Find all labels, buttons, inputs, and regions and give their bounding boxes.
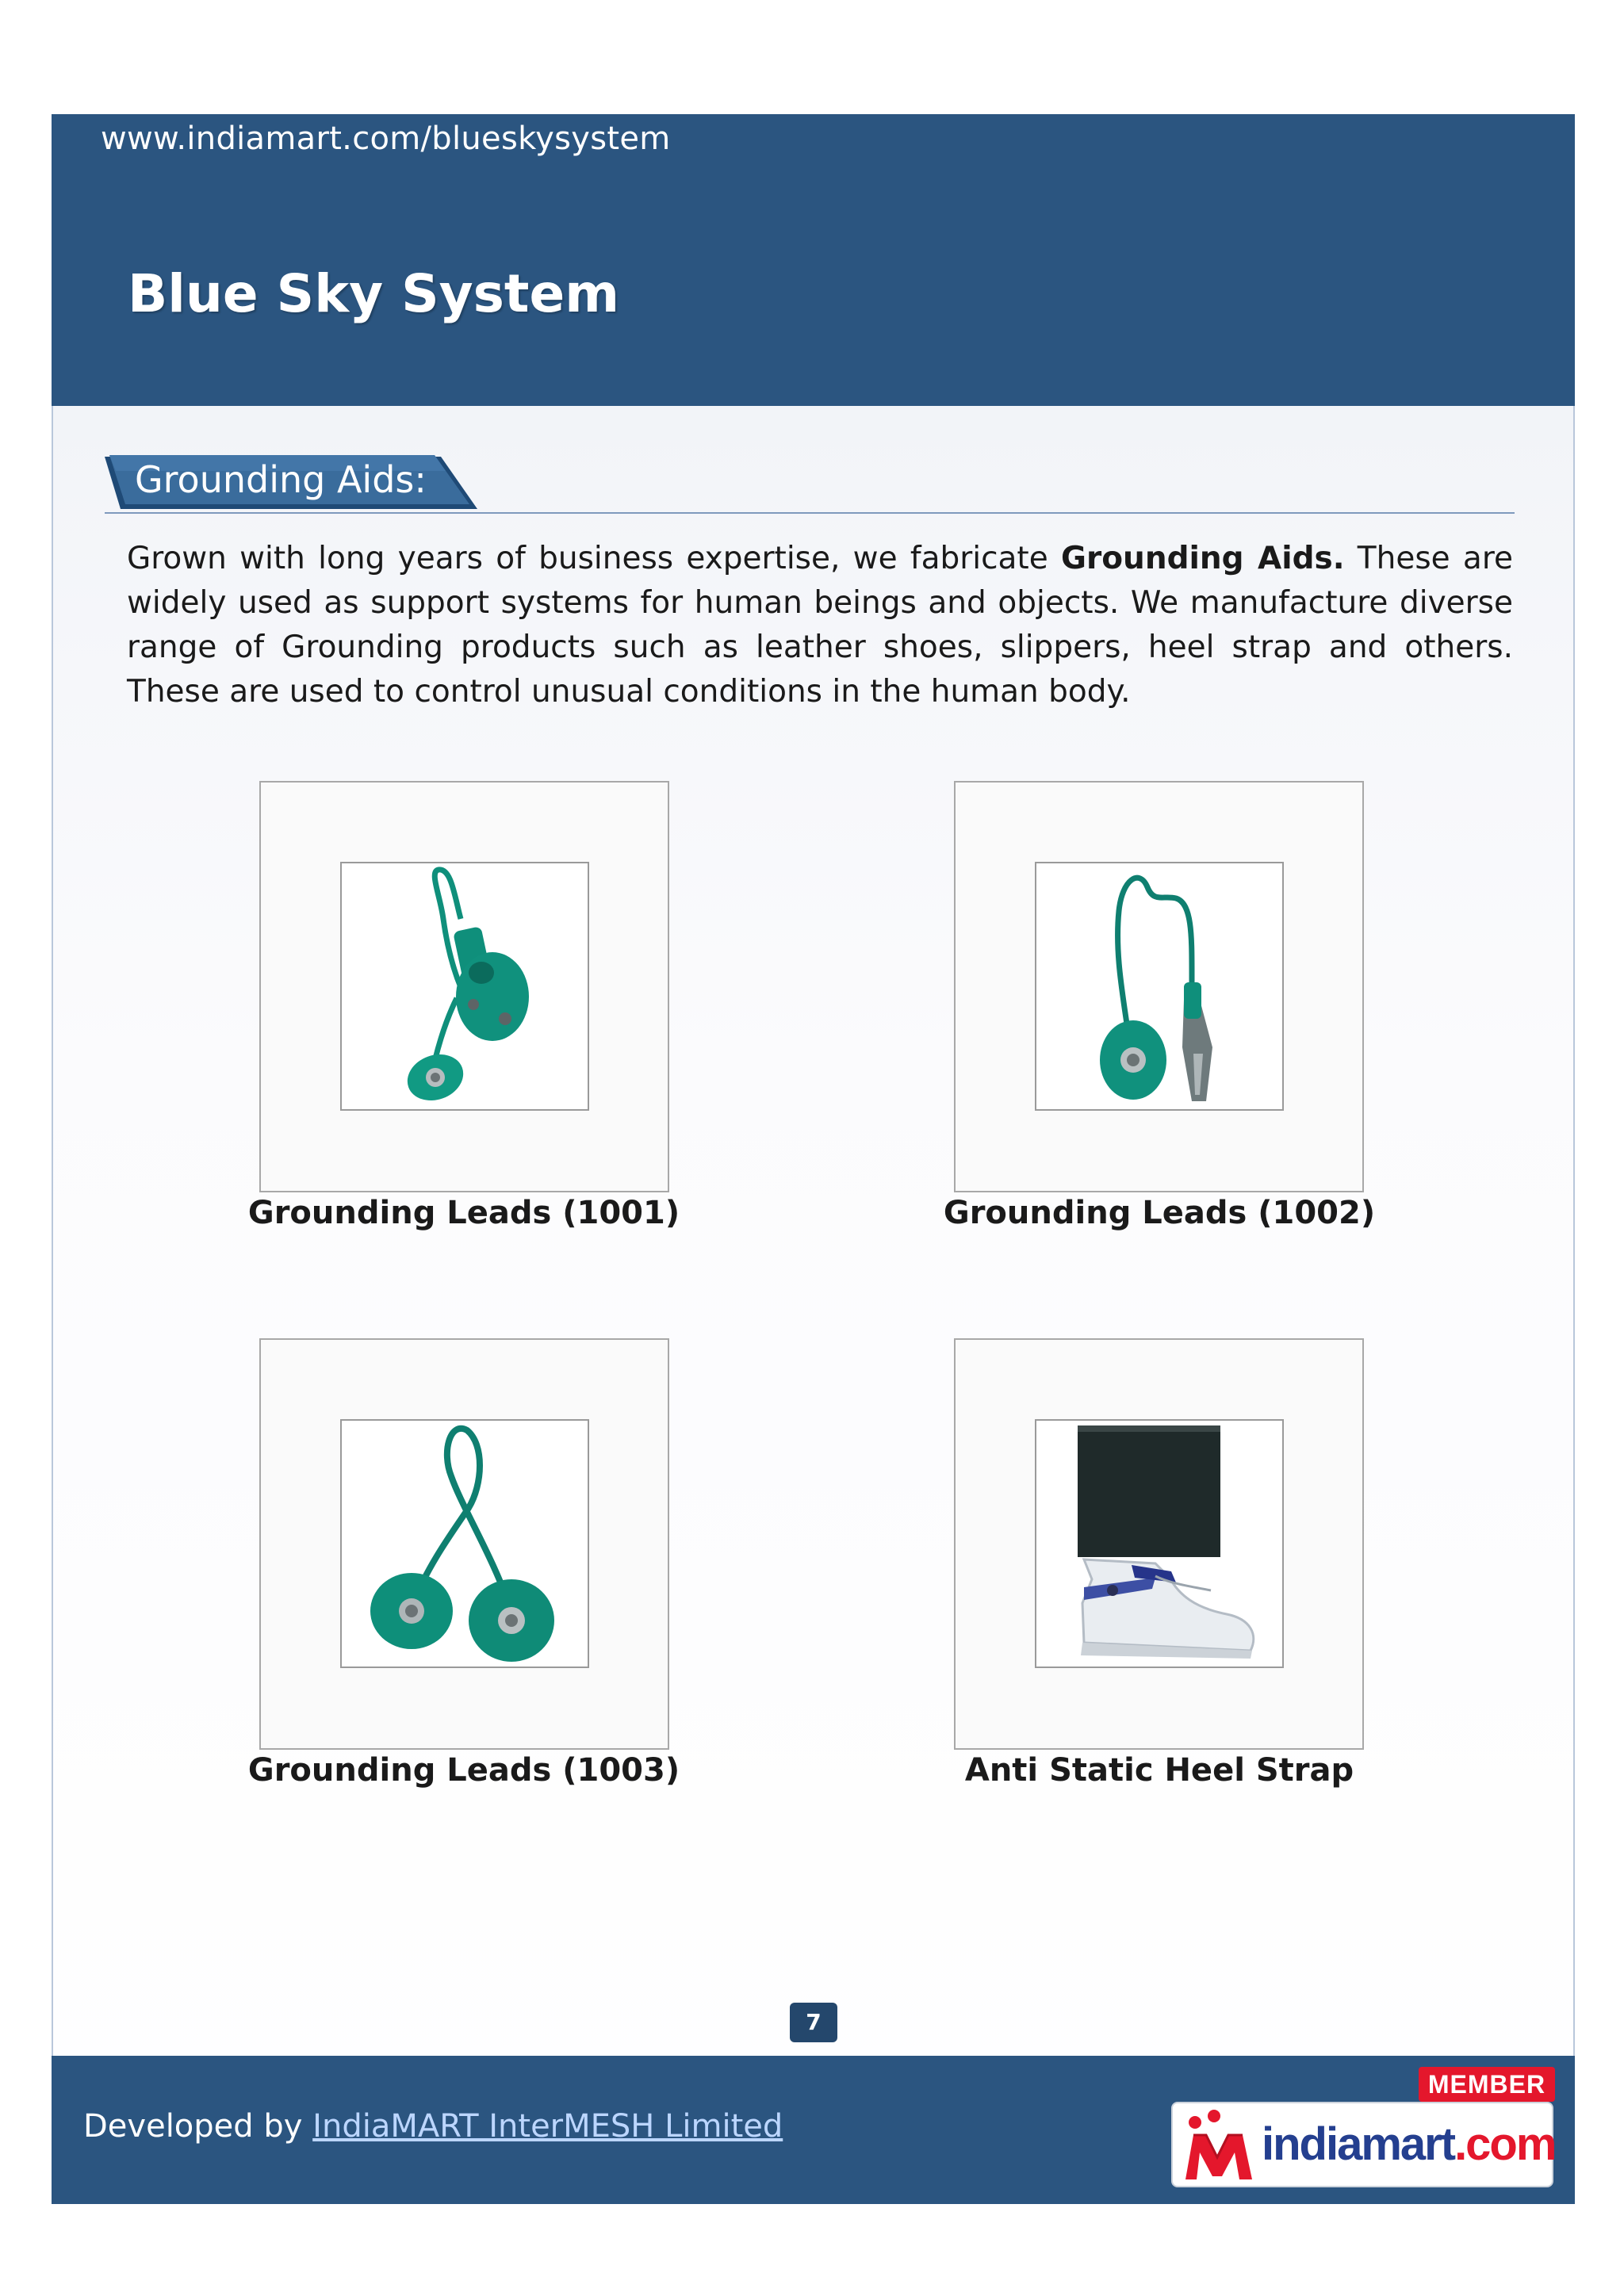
grounding-lead-1001-icon: [342, 863, 588, 1109]
grounding-lead-1002-icon: [1036, 863, 1282, 1109]
developed-by-text: [83, 2108, 783, 2145]
section-heading: Grounding Aids:: [135, 458, 427, 501]
product-card-1001[interactable]: [259, 781, 669, 1192]
section-divider: [105, 512, 1515, 514]
product-image-1003: [340, 1419, 589, 1668]
product-image-1002: [1035, 862, 1284, 1111]
logo-name: indiamart: [1262, 2118, 1455, 2170]
product-caption-1003: Grounding Leads (1003): [247, 1752, 680, 1789]
intro-text-start: Grown with long years of business expertise, we fabricate: [127, 541, 1062, 576]
intro-text-end: These are widely used as support systems for human beings and objects. We manufacture diverse range of Grounding products such as leather shoes, slippers, heel strap and others. These are used to control unusual conditions in the human body.: [127, 541, 1513, 710]
section-tab: [105, 455, 477, 509]
product-caption-1001: Grounding Leads (1001): [247, 1195, 680, 1231]
intro-bold-term: Grounding Aids.: [1061, 541, 1345, 576]
product-caption-heel-strap: Anti Static Heel Strap: [964, 1752, 1354, 1789]
heel-strap-icon: [1036, 1421, 1282, 1667]
page-footer: [52, 2056, 1575, 2204]
indiamart-wordmark: [1262, 2118, 1555, 2171]
member-badge: MEMBER: [1419, 2067, 1555, 2102]
page-header: [52, 114, 1575, 406]
site-url[interactable]: www.indiamart.com/blueskysystem: [101, 121, 671, 157]
product-image-1001: [340, 862, 589, 1111]
company-title: Blue Sky System: [128, 263, 620, 324]
grounding-lead-1003-icon: [342, 1421, 588, 1667]
product-image-heel-strap: [1035, 1419, 1284, 1668]
product-card-1002[interactable]: [954, 781, 1364, 1192]
developer-link[interactable]: IndiaMART InterMESH Limited: [312, 2108, 783, 2145]
indiamart-member-logo[interactable]: [1171, 2067, 1555, 2197]
intro-paragraph: [127, 537, 1513, 714]
indiamart-logo: [1171, 2102, 1556, 2187]
logo-tld: .com: [1454, 2118, 1556, 2170]
product-card-1003[interactable]: [259, 1338, 669, 1750]
developed-by-label: Developed by: [83, 2108, 313, 2145]
product-caption-1002: Grounding Leads (1002): [943, 1195, 1376, 1231]
page-number: 7: [790, 2003, 837, 2042]
product-card-heel-strap[interactable]: [954, 1338, 1364, 1750]
indiamart-m-icon: [1179, 2108, 1258, 2184]
